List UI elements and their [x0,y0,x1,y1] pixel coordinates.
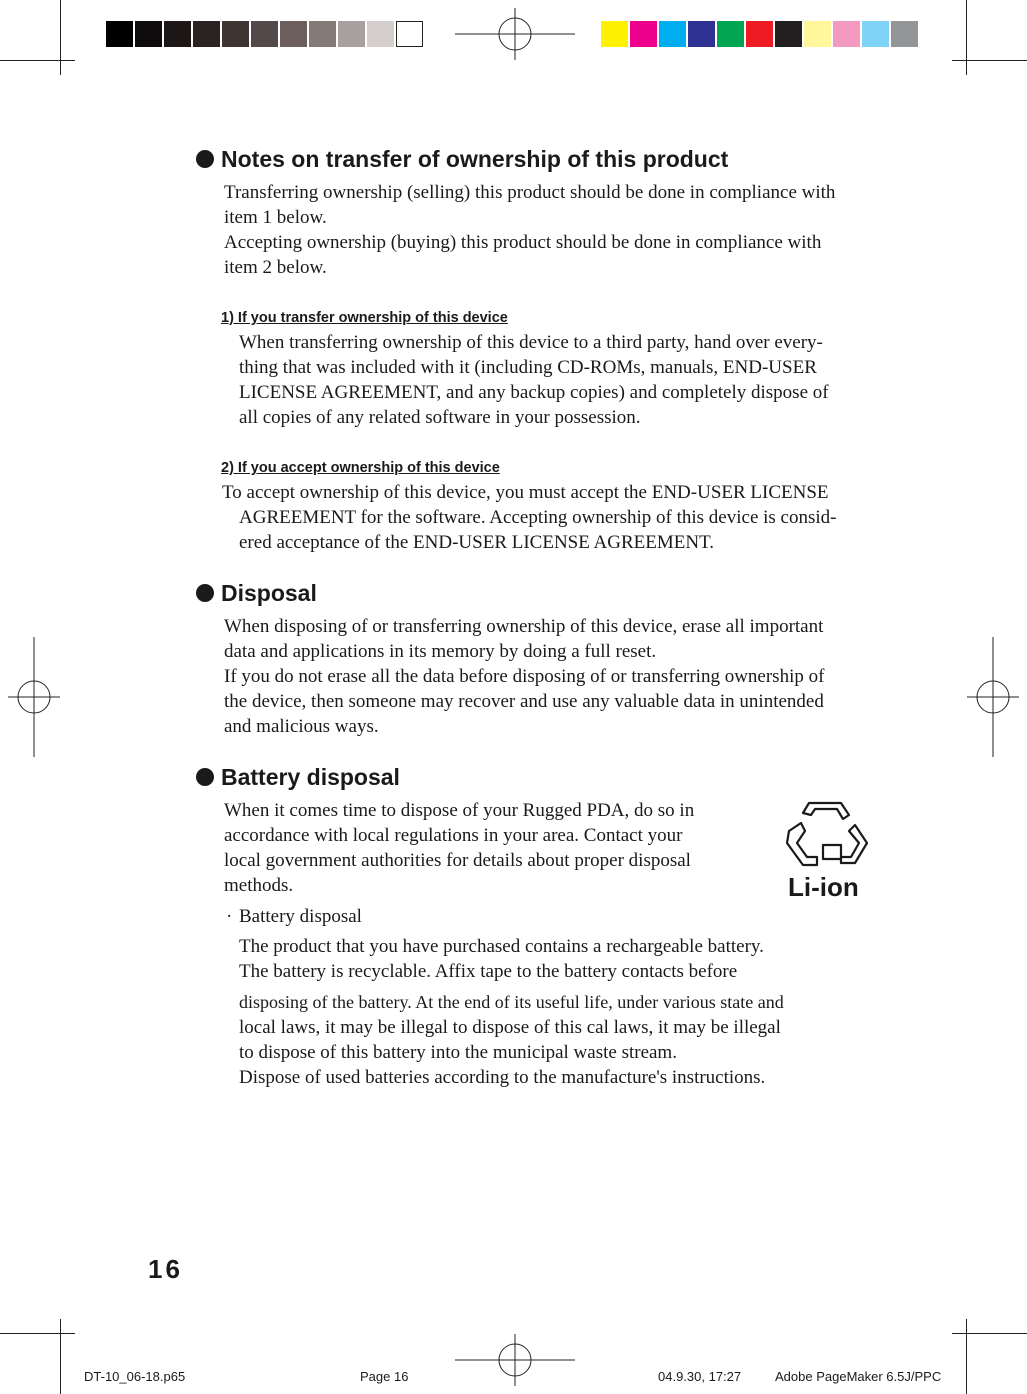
color-swatch [804,21,831,47]
crop-mark [0,60,75,61]
text-line: When it comes time to dispose of your Rugged PDA, do so in [224,800,695,821]
text-line: If you do not erase all the data before disposing of or transferring ownership of [224,666,825,687]
battery-intro [224,798,694,898]
crop-mark [952,1333,1027,1334]
bullet-icon [196,150,214,168]
text-line: methods. [224,875,294,896]
registration-mark-left-icon [8,637,60,757]
text-line: When transferring ownership of this device to a third party, hand over every- [239,332,823,353]
text-line: local laws, it may be illegal to dispose of this cal laws, it may be illegal [239,1017,781,1038]
gray-swatch [367,21,394,47]
recycle-icon [783,795,869,871]
color-swatch [775,21,802,47]
section-title-disposal: Disposal [196,580,317,607]
gray-swatch [396,21,423,47]
text-line: The product that you have purchased contains a rechargeable battery. [239,936,764,957]
text-line: disposing of the battery. At the end of its useful life, under various state and [239,992,784,1012]
color-swatch [601,21,628,47]
battery-bullet-item: · Battery disposal [226,906,362,927]
li-ion-label: Li-ion [788,872,859,902]
color-swatch [659,21,686,47]
gray-swatch [193,21,220,47]
footer-page: Page 16 [360,1369,409,1384]
color-swatch [833,21,860,47]
text-line: thing that was included with it (including CD-ROMs, manuals, END-USER [239,357,817,378]
item1-title: 1) If you transfer ownership of this device [221,310,508,326]
text-line: AGREEMENT for the software. Accepting ownership of this device is consid- [239,507,837,528]
registration-mark-top-icon [455,8,575,60]
text-line: accordance with local regulations in your area. Contact your [224,825,683,846]
gray-swatch [280,21,307,47]
text-line: item 2 below. [224,257,327,278]
text-line: data and applications in its memory by doing a full reset. [224,641,657,662]
bullet-icon [196,584,214,602]
text-line: ered acceptance of the END-USER LICENSE AGREEMENT. [239,532,715,553]
gray-swatch [106,21,133,47]
text-line: all copies of any related software in your possession. [239,407,641,428]
gray-swatch [222,21,249,47]
crop-mark [60,1319,61,1394]
registration-mark-bottom-icon [455,1334,575,1386]
color-swatch [717,21,744,47]
crop-mark [966,0,967,75]
color-swatch [630,21,657,47]
gray-swatch [135,21,162,47]
gray-swatch [309,21,336,47]
section-title-battery: Battery disposal [196,764,400,791]
middle-dot-icon: · [226,906,233,927]
battery-detail [239,934,784,1090]
section-title-ownership: Notes on transfer of ownership of this product [196,146,728,173]
text-line: Dispose of used batteries according to the manufacture's instructions. [239,1067,766,1088]
item2-title: 2) If you accept ownership of this device [221,460,500,476]
footer-date: 04.9.30, 17:27 [658,1369,742,1384]
color-swatch [862,21,889,47]
text-line: The battery is recyclable. Affix tape to the battery contacts before [239,961,738,982]
text-line: local government authorities for details about proper disposal [224,850,691,871]
footer-file: DT-10_06-18.p65 [84,1369,186,1384]
footer-app: Adobe PageMaker 6.5J/PPC [775,1369,942,1384]
text-line: Transferring ownership (selling) this product should be done in compliance with [224,182,836,203]
text-line: LICENSE AGREEMENT, and any backup copies) and completely dispose of [239,382,829,403]
color-swatch [891,21,918,47]
gray-swatch [338,21,365,47]
disposal-body [224,614,824,739]
text-line: To accept ownership of this device, you must accept the END-USER LICENSE [222,482,829,503]
gray-swatch [251,21,278,47]
text-line: and malicious ways. [224,716,379,737]
item2-body [222,480,837,555]
text-line: item 1 below. [224,207,327,228]
crop-mark [60,0,61,75]
crop-mark [966,1319,967,1394]
page-number: 16 [148,1254,183,1284]
bullet-icon [196,768,214,786]
item1-body [239,330,829,430]
ownership-intro [224,180,835,280]
registration-mark-right-icon [967,637,1019,757]
crop-mark [952,60,1027,61]
gray-swatch [164,21,191,47]
text-line: to dispose of this battery into the municipal waste stream. [239,1042,677,1063]
color-swatch [688,21,715,47]
crop-mark [0,1333,75,1334]
text-line: the device, then someone may recover and use any valuable data in unintended [224,691,824,712]
text-line: Accepting ownership (buying) this product should be done in compliance with [224,232,822,253]
color-swatch [746,21,773,47]
text-line: When disposing of or transferring ownership of this device, erase all important [224,616,824,637]
